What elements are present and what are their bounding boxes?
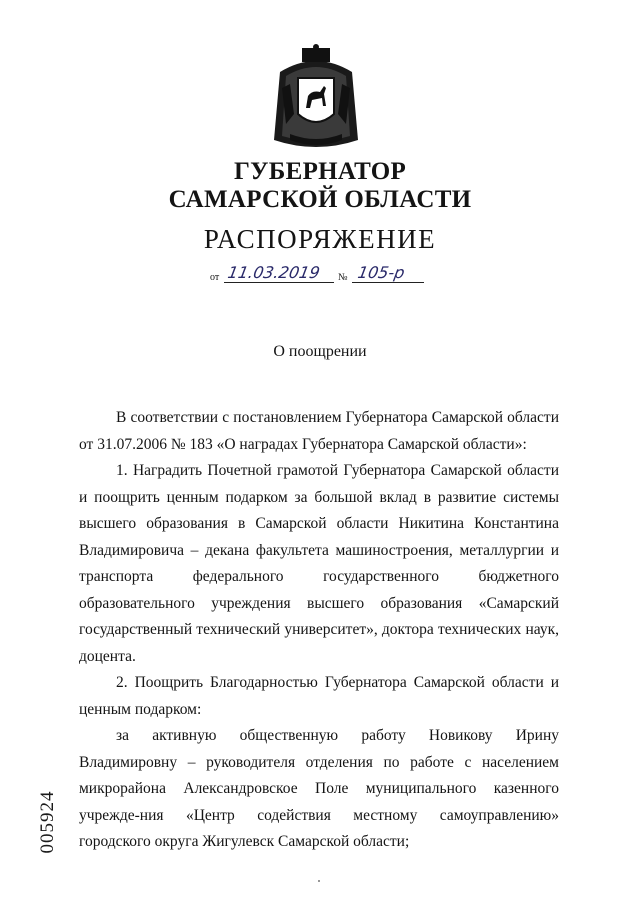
header-governor: ГУБЕРНАТОР <box>233 158 407 185</box>
preamble-paragraph: В соответствии с постановлением Губернатора Самарской области от 31.07.2006 № 183 «О наградах Губернатора Самарской области»: <box>79 409 559 453</box>
date-handwritten: 11.03.2019 <box>226 263 322 282</box>
date-label: от <box>210 272 220 283</box>
date-underline <box>224 282 334 283</box>
date-number-line <box>210 262 440 286</box>
archive-number <box>36 773 56 873</box>
number-handwritten: 105-р <box>356 263 407 282</box>
number-label: № <box>338 272 348 283</box>
coat-of-arms-emblem <box>268 44 364 156</box>
item-2-paragraph: 2. Поощрить Благодарностью Губернатора Самарской области и ценным подарком: <box>79 674 559 718</box>
body-text <box>79 405 559 856</box>
item-2-recipient-paragraph: за активную общественную работу Новикову Ирину Владимировну – руководителя отделения по работе с населением микрорайона Александровское Поле муниципального казенного учрежде-ния «Центр содействия местному самоуправлению» городского округа Жигулевск Самарской области; <box>79 727 559 850</box>
archive-number-text: 005924 <box>37 790 58 854</box>
header-region: САМАРСКОЙ ОБЛАСТИ <box>168 186 472 213</box>
item-1-paragraph: 1. Наградить Почетной грамотой Губернатора Самарской области и поощрить ценным подарком за большой вклад в развитие системы высшего образования в Самарской области Никитина Константина Владимировича – декана факультета машиностроения, металлургии и транспорта федерального государственного бюджетного образовательного учреждения высшего образования «Самарский государственный технический университет», доктора технических наук, доцента. <box>79 462 559 665</box>
document-subject: О поощрении <box>273 343 367 360</box>
document-type-title: РАСПОРЯЖЕНИЕ <box>203 224 437 254</box>
scan-speck <box>318 880 320 882</box>
number-underline <box>352 282 424 283</box>
